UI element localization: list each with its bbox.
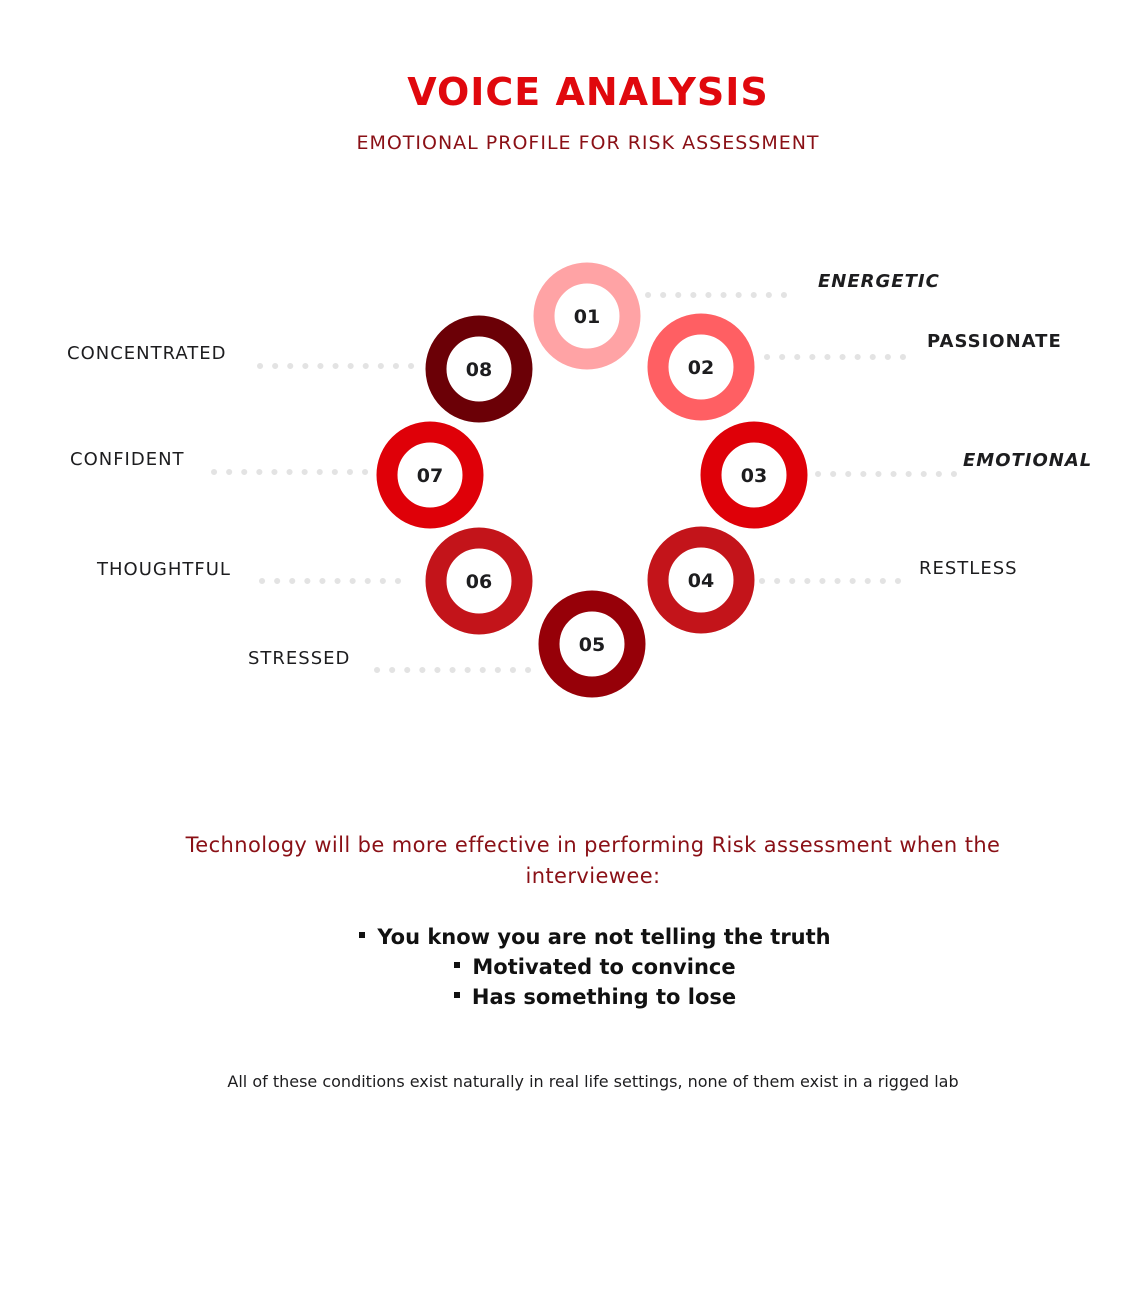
- emotion-label-passionate: PASSIONATE: [927, 331, 1062, 352]
- ring-06: [436, 538, 522, 624]
- ring-08-number: 08: [465, 359, 493, 381]
- ring-04: [658, 537, 744, 623]
- emotion-label-energetic: ENERGETIC: [818, 271, 940, 292]
- bullet-square-icon: [454, 962, 460, 968]
- emotion-label-restless: RESTLESS: [919, 558, 1018, 579]
- condition-text: You know you are not telling the truth: [377, 925, 831, 949]
- ring-02: [658, 324, 744, 410]
- ring-05: [549, 601, 635, 687]
- ring-07-number: 07: [416, 465, 444, 487]
- ring-08: [436, 326, 522, 412]
- ring-02-number: 02: [687, 357, 715, 379]
- ring-05-number: 05: [578, 634, 606, 656]
- risk-statement: Technology will be more effective in performing Risk assessment when the interviewee:: [185, 833, 1001, 888]
- footnote: All of these conditions exist naturally in real life settings, none of them exist in a rigged lab: [227, 1072, 959, 1091]
- conditions-list: [0, 922, 1140, 1012]
- condition-item: [0, 922, 1140, 952]
- condition-text: Motivated to convince: [472, 955, 736, 979]
- condition-item: [0, 982, 1140, 1012]
- ring-06-number: 06: [465, 571, 493, 593]
- condition-item: [0, 952, 1140, 982]
- emotion-label-concentrated: CONCENTRATED: [67, 343, 227, 364]
- page-subtitle: EMOTIONAL PROFILE FOR RISK ASSESSMENT: [356, 132, 820, 154]
- emotion-label-emotional: EMOTIONAL: [963, 450, 1093, 471]
- ring-03-number: 03: [740, 465, 768, 487]
- emotion-label-stressed: STRESSED: [248, 648, 351, 669]
- ring-04-number: 04: [687, 570, 715, 592]
- condition-text: Has something to lose: [471, 985, 737, 1009]
- bullet-square-icon: [359, 932, 365, 938]
- ring-01-number: 01: [573, 306, 601, 328]
- ring-03: [711, 432, 797, 518]
- page-title: VOICE ANALYSIS: [407, 70, 769, 114]
- bullet-square-icon: [454, 992, 460, 998]
- ring-07: [387, 432, 473, 518]
- emotion-label-thoughtful: THOUGHTFUL: [97, 559, 231, 580]
- ring-01: [544, 273, 630, 359]
- emotion-label-confident: CONFIDENT: [70, 449, 185, 470]
